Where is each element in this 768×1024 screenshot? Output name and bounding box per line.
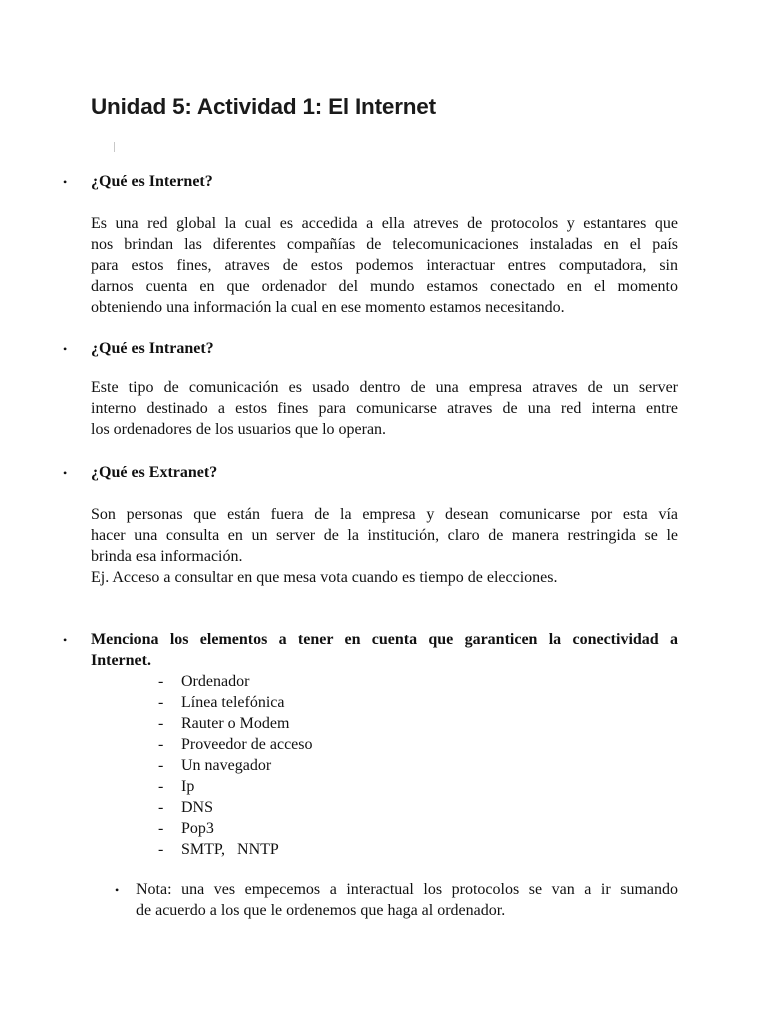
bullet-note: • (115, 883, 120, 897)
list-item (158, 734, 313, 755)
text-cursor-mark (114, 142, 115, 152)
question-elements-line: Internet. (91, 652, 151, 669)
answer-extranet (91, 504, 678, 588)
answer-internet-line: obteniendo una información la cual en ese momento estamos necesitando. (91, 299, 565, 316)
list-dash: - (158, 820, 164, 837)
list-dash: - (158, 778, 164, 795)
bullet-extranet: • (63, 466, 68, 480)
question-intranet: ¿Qué es Intranet? (91, 340, 214, 357)
list-item-text: Pop3 (181, 820, 214, 837)
answer-extranet-line: hacer una consulta en un server de la institución, claro de manera restringida se le (91, 527, 678, 544)
question-elements-line: Menciona los elementos a tener en cuenta que garanticen la conectividad a (91, 631, 678, 648)
bullet-internet: • (63, 175, 68, 189)
bullet-elements: • (63, 633, 68, 647)
list-dash: - (158, 673, 164, 690)
answer-intranet-line: Este tipo de comunicación es usado dentro de una empresa atraves de un server (91, 379, 678, 396)
answer-internet (91, 213, 678, 318)
question-internet: ¿Qué es Internet? (91, 173, 213, 190)
list-dash: - (158, 736, 164, 753)
bullet-intranet: • (63, 342, 68, 356)
list-item-text: Ip (181, 778, 195, 795)
list-item (158, 776, 313, 797)
note-paragraph (136, 879, 678, 921)
answer-internet-line: para estos fines, atraves de estos podemos interactuar entres computadora, sin (91, 257, 678, 274)
answer-intranet-line: los ordenadores de los usuarios que lo operan. (91, 421, 387, 438)
list-item (158, 713, 313, 734)
note-line: de acuerdo a los que le ordenemos que haga al ordenador. (136, 902, 506, 919)
list-item-text: DNS (181, 799, 214, 816)
list-dash: - (158, 757, 164, 774)
list-dash: - (158, 799, 164, 816)
question-elements (91, 629, 678, 671)
answer-internet-line: nos brindan las diferentes compañías de telecomunicaciones instaladas en el país (91, 236, 678, 253)
list-item-text: Rauter o Modem (181, 715, 290, 732)
list-dash: - (158, 694, 164, 711)
list-item-text: Un navegador (181, 757, 272, 774)
answer-extranet-example: Ej. Acceso a consultar en que mesa vota cuando es tiempo de elecciones. (91, 569, 558, 586)
list-item (158, 692, 313, 713)
note-line: Nota: una ves empecemos a interactual los protocolos se van a ir sumando (136, 881, 678, 898)
list-dash: - (158, 841, 164, 858)
list-item (158, 755, 313, 776)
list-item (158, 671, 313, 692)
list-dash: - (158, 715, 164, 732)
answer-intranet (91, 377, 678, 440)
answer-extranet-line: Son personas que están fuera de la empresa y desean comunicarse por esta vía (91, 506, 678, 523)
list-item-text: SMTP, NNTP (181, 841, 279, 858)
list-item (158, 839, 313, 860)
connectivity-elements-list (158, 671, 313, 860)
list-item-text: Ordenador (181, 673, 250, 690)
document-title: Unidad 5: Actividad 1: El Internet (91, 94, 436, 119)
list-item (158, 818, 313, 839)
question-extranet: ¿Qué es Extranet? (91, 464, 218, 481)
answer-internet-line: Es una red global la cual es accedida a ella atreves de protocolos y estantares que (91, 215, 678, 232)
list-item (158, 797, 313, 818)
list-item-text: Proveedor de acceso (181, 736, 313, 753)
list-item-text: Línea telefónica (181, 694, 285, 711)
answer-internet-line: darnos cuenta en que ordenador del mundo estamos conectado en el momento (91, 278, 678, 295)
answer-intranet-line: interno destinado a estos fines para comunicarse atraves de una red interna entre (91, 400, 678, 417)
answer-extranet-line: brinda esa información. (91, 548, 243, 565)
